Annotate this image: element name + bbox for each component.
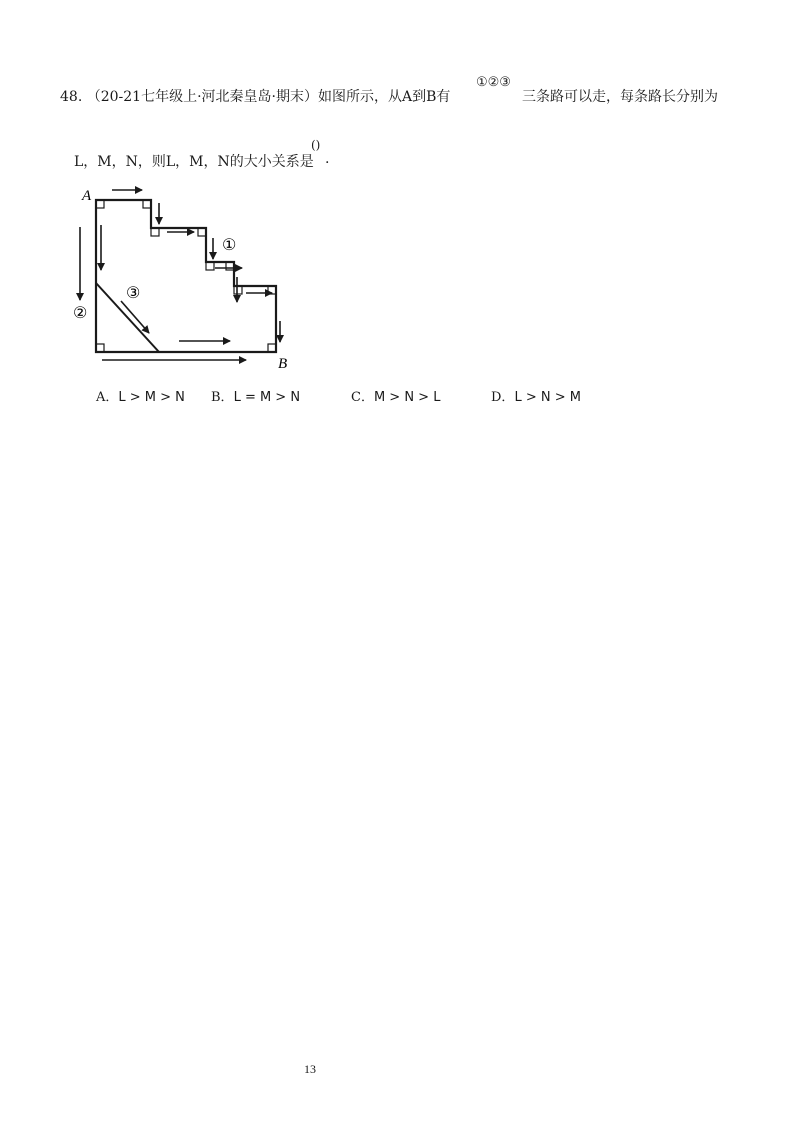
path-1-label: ① xyxy=(222,237,237,254)
page-number: 13 xyxy=(304,1062,316,1076)
direction-arrows xyxy=(80,190,280,360)
choice-d-expr: L > N > M xyxy=(514,390,581,405)
question-source: （20-21七年级上·河北秦皇岛·期末） xyxy=(86,89,318,105)
question-line-2 xyxy=(74,151,314,171)
choice-b-letter: B． xyxy=(211,390,234,405)
question-number: 48. xyxy=(60,89,83,105)
choice-d[interactable] xyxy=(491,386,581,405)
choice-a[interactable] xyxy=(96,386,185,405)
choice-c[interactable] xyxy=(351,386,440,405)
question-text-part1: 如图所示，从A到B有 xyxy=(317,89,451,105)
paths-symbols: ①②③ xyxy=(476,75,511,90)
end-punct: . xyxy=(325,151,330,167)
staircase-path-1 xyxy=(96,200,276,352)
question-line2-text: L，M，N，则L，M，N的大小关系是 xyxy=(74,154,314,170)
choice-d-letter: D． xyxy=(491,390,515,405)
question-text-part2: 三条路可以走，每条路长分别为 xyxy=(522,89,718,105)
choice-b-expr: L = M > N xyxy=(233,390,301,405)
choice-a-letter: A． xyxy=(96,390,119,405)
label-A: A xyxy=(82,188,92,204)
choice-c-letter: C． xyxy=(351,390,374,405)
path-diagram xyxy=(70,180,300,375)
path-2-label: ② xyxy=(73,305,88,322)
label-B: B xyxy=(278,356,288,372)
choice-b[interactable] xyxy=(211,386,300,405)
right-angle-markers xyxy=(96,200,276,352)
choice-a-expr: L > M > N xyxy=(118,390,185,405)
answer-blank: () xyxy=(311,138,321,152)
choice-c-expr: M > N > L xyxy=(373,390,441,405)
path-3-label: ③ xyxy=(126,285,141,302)
question-line-1 xyxy=(60,86,450,106)
